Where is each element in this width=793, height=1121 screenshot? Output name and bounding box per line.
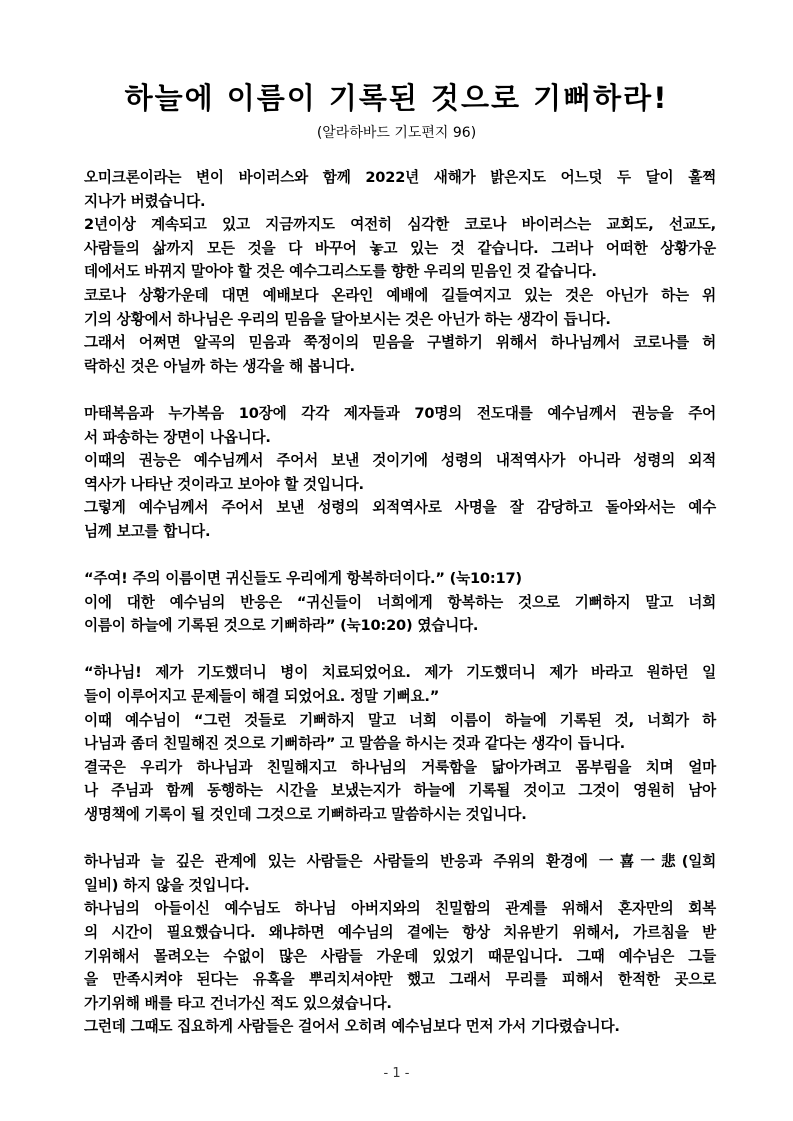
document-subtitle: (알라하바드 기도편지 96) xyxy=(316,125,477,141)
text-line: 일비) 하지 않을 것입니다. xyxy=(84,876,250,894)
paragraph-scripture xyxy=(84,567,716,638)
text-line: 2년이상 계속되고 있고 지금까지도 여전히 심각한 코로나 바이러스는 교회도, 선교도, xyxy=(84,216,716,234)
text-line: 님께 보고를 합니다. xyxy=(84,522,211,540)
text-line: 그런데 그때도 집요하게 사람들은 걸어서 오히려 예수님보다 먼저 가서 기다렸습니다. xyxy=(84,1018,620,1036)
text-line: 들이 이루어지고 문제들이 해결 되었어요. 정말 기뻐요.” xyxy=(84,688,440,706)
text-line: 기위해서 몰려오는 수없이 많은 사람들 가운데 있었기 때문입니다. 그때 예수님은 그들 xyxy=(84,947,716,965)
text-line: 락하신 것은 아닐까 하는 생각을 해 봅니다. xyxy=(84,357,355,375)
text-line: 서 파송하는 장면이 나옵니다. xyxy=(84,428,271,446)
text-line: 이때 예수님이 “그런 것들로 기뻐하지 말고 너희 이름이 하늘에 기록된 것, 너희가 하 xyxy=(84,711,716,729)
text-line: “하나님! 제가 기도했더니 병이 치료되었어요. 제가 기도했더니 제가 바라고 원하던 일 xyxy=(84,664,716,682)
text-line: 그렇게 예수님께서 주어서 보낸 성령의 외적역사로 사명을 잘 감당하고 돌아와서는 예수 xyxy=(84,499,716,517)
text-line: 하나님의 아들이신 예수님도 하나님 아버지와의 친밀함의 관계를 위해서 혼자만의 회복 xyxy=(84,900,716,918)
paragraph-gap xyxy=(84,827,716,851)
text-line: 결국은 우리가 하나님과 친밀해지고 하나님의 거룩함을 닮아가려고 몸부림을 치며 얼마 xyxy=(84,758,716,776)
scripture-quote-luke-10-17: “주여! 주의 이름이면 귀신들도 우리에게 항복하더이다.” (눅10:17) xyxy=(84,570,522,588)
text-line: 의 시간이 필요했습니다. 왜냐하면 예수님의 곁에는 항상 치유받기 위해서, 가르침을 받 xyxy=(84,924,716,941)
document-title: 하늘에 이름이 기록된 것으로 기뻐하라! xyxy=(124,81,669,115)
paragraph-mission xyxy=(84,402,716,544)
paragraph-gap xyxy=(84,638,716,662)
text-line: 코로나 상황가운데 대면 예배보다 온라인 예배에 길들여지고 있는 것은 아닌가 하는 위 xyxy=(84,286,716,304)
document-body xyxy=(84,166,716,1039)
paragraph-gap xyxy=(84,378,716,402)
text-line-highlighted: 이에 대한 예수님의 반응은 “귀신들이 너희에게 항복하는 것으로 기뻐하지 말고 너희 xyxy=(84,593,716,611)
text-line-highlighted: 이름이 하늘에 기록된 것으로 기뻐하라” (눅10:20) 였습니다. xyxy=(84,617,479,635)
text-line: 지나가 버렸습니다. xyxy=(84,192,206,210)
text-line: 마태복음과 누가복음 10장에 각각 제자들과 70명의 전도대를 예수님께서 권능을 주어 xyxy=(84,404,716,422)
text-line: 하나님과 늘 깊은 관계에 있는 사람들은 사람들의 반응과 주위의 환경에 一喜一悲(일희 xyxy=(84,853,716,871)
text-line: 생명책에 기록이 될 것인데 그것으로 기뻐하라고 말씀하시는 것입니다. xyxy=(84,806,527,824)
paragraph-gap xyxy=(84,544,716,568)
text-line: 오미크론이라는 변이 바이러스와 함께 2022년 새해가 밝은지도 어느덧 두 달이 훌쩍 xyxy=(84,169,716,186)
page-number: - 1 - xyxy=(383,1066,410,1081)
text-line: 을 만족시켜야 된다는 유혹을 뿌리치셔야만 했고 그래서 무리를 피해서 한적한 곳으로 xyxy=(84,971,716,989)
text-line: 기의 상황에서 하나님은 우리의 믿음을 달아보시는 것은 아닌가 하는 생각이 듭니다. xyxy=(84,310,611,328)
text-line-highlighted: 그래서 어쩌면 알곡의 믿음과 쭉정이의 믿음을 구별하기 위해서 하나님께서 코로나를 허 xyxy=(84,334,716,352)
text-line: 나 주님과 함께 동행하는 시간을 보냈는지가 하늘에 기록될 것이고 그것이 영원히 남아 xyxy=(84,782,716,800)
text-line: 나님과 좀더 친밀해진 것으로 기뻐하라” 고 말씀을 하시는 것과 같다는 생각이 듭니다. xyxy=(84,735,625,753)
text-line: 사람들의 삶까지 모든 것을 다 바꾸어 놓고 있는 것 같습니다. 그러나 어떠한 상황가운 xyxy=(84,239,716,257)
paragraph-intimacy xyxy=(84,850,716,1039)
text-line-highlighted: 이때의 권능은 예수님께서 주어서 보낸 것이기에 성령의 내적역사가 아니라 성령의 외적 xyxy=(84,452,716,470)
text-line: 데에서도 바뀌지 말아야 할 것은 예수그리스도를 향한 우리의 믿음인 것 같습니다. xyxy=(84,263,597,281)
paragraph-omicron xyxy=(84,166,716,378)
paragraph-prayer xyxy=(84,661,716,826)
text-line-highlighted: 역사가 나타난 것이라고 보아야 할 것입니다. xyxy=(84,475,364,493)
text-line: 가기위해 배를 타고 건너가신 적도 있으셨습니다. xyxy=(84,994,392,1012)
